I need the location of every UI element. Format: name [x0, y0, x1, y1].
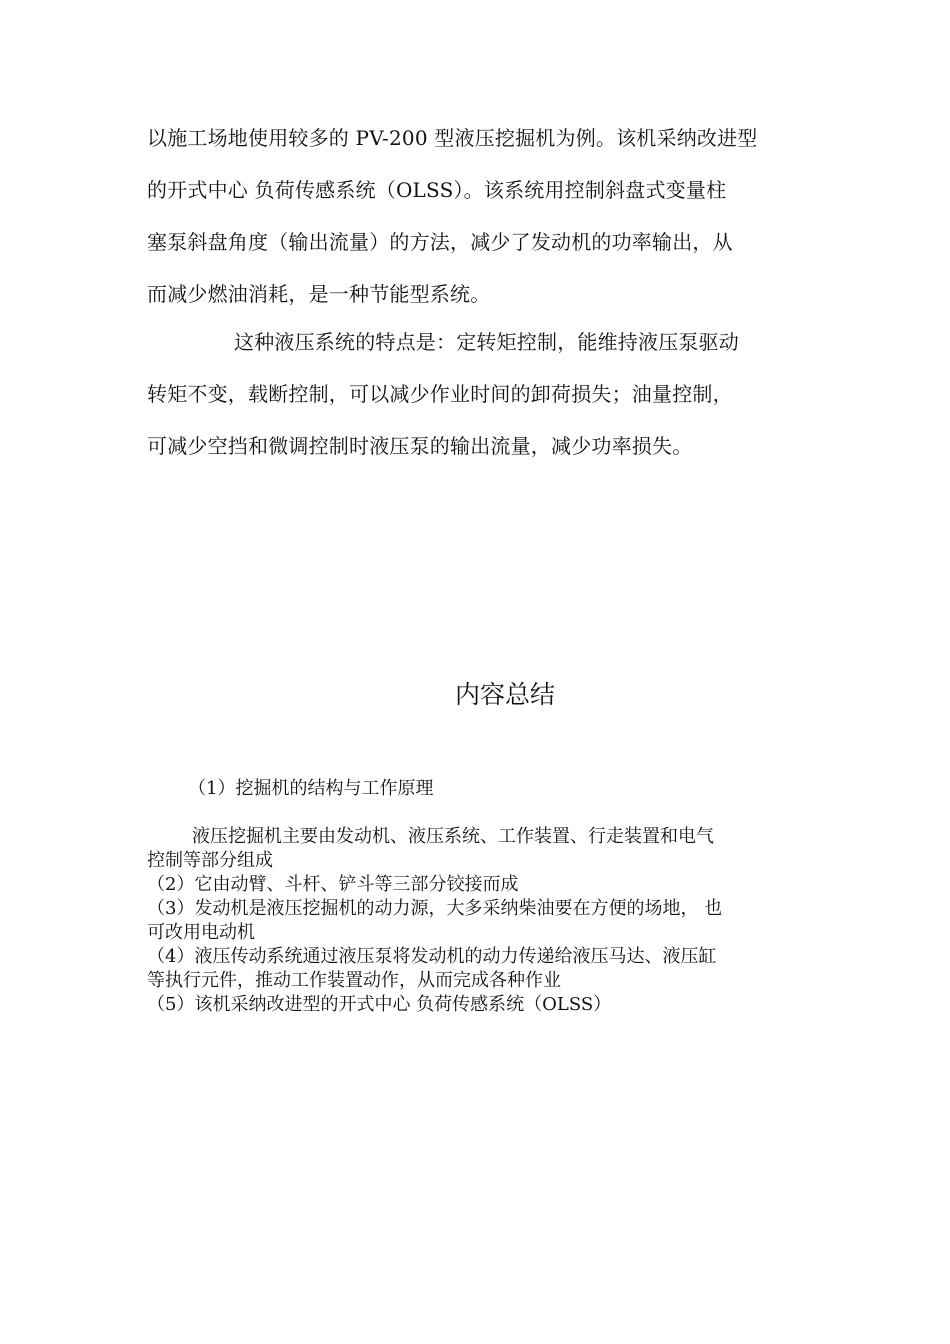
summary-line: 等执行元件，推动工作装置动作，从而完成各种作业 — [147, 970, 561, 991]
summary-line: （4）液压传动系统通过液压泵将发动机的动力传递给液压马达、液压缸 — [147, 946, 717, 967]
paragraph-1-line: 的开式中心 负荷传感系统（OLSS）。该系统用控制斜盘式变量柱 — [147, 178, 727, 202]
paragraph-2-line: 可减少空挡和微调控制时液压泵的输出流量，减少功率损失。 — [147, 434, 693, 458]
paragraph-2-line: 这种液压系统的特点是：定转矩控制，能维持液压泵驱动 — [234, 330, 739, 354]
summary-line: 可改用电动机 — [147, 922, 255, 943]
paragraph-1-line: 塞泵斜盘角度（输出流量）的方法，减少了发动机的功率输出，从 — [147, 230, 733, 254]
paragraph-1-line: 而减少燃油消耗，是一种节能型系统。 — [147, 282, 491, 306]
paragraph-1-line: 以施工场地使用较多的 PV-200 型液压挖掘机为例。该机采纳改进型 — [147, 126, 758, 150]
summary-line: （5）该机采纳改进型的开式中心 负荷传感系统（OLSS） — [147, 994, 612, 1015]
summary-title: 内容总结 — [454, 680, 555, 709]
summary-line: 液压挖掘机主要由发动机、液压系统、工作装置、行走装置和电气 — [192, 826, 714, 847]
summary-heading: （1）挖掘机的结构与工作原理 — [188, 778, 434, 799]
summary-line: （3）发动机是液压挖掘机的动力源，大多采纳柴油要在方便的场地， 也 — [147, 898, 723, 919]
paragraph-2-line: 转矩不变，载断控制，可以减少作业时间的卸荷损失；油量控制， — [147, 382, 733, 406]
summary-line: （2）它由动臂、斗杆、铲斗等三部分铰接而成 — [147, 874, 519, 895]
summary-line: 控制等部分组成 — [147, 850, 273, 871]
